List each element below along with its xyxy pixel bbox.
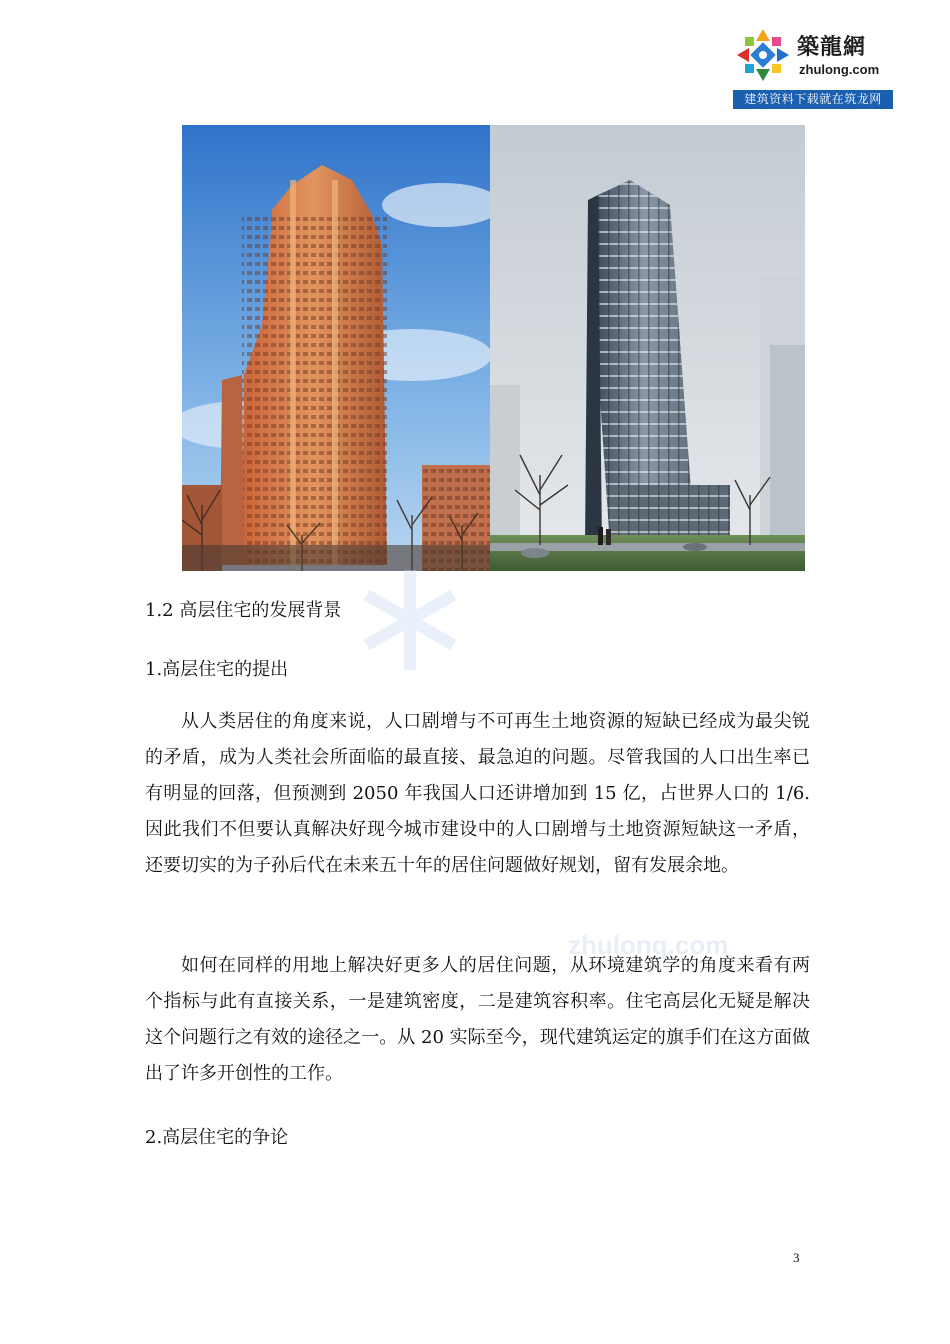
photo-residential-tower <box>182 125 490 571</box>
subheading-2: 2.高层住宅的争论 <box>145 1127 289 1148</box>
logo-url: zhulong.com <box>799 62 880 77</box>
watermark-snowflake-icon <box>355 565 465 675</box>
logo-mark <box>733 22 893 88</box>
glass-tower-image <box>490 125 805 571</box>
paragraph-2: 如何在同样的用地上解决好更多人的居住问题，从环境建筑学的角度来看有两个指标与此有直接关系，一是建筑密度，二是建筑容积率。住宅高层化无疑是解决这个问题行之有效的途径之一。从 20 实际至今，现代建筑运定的旗手们在这方面做出了许多开创性的工作。 <box>145 955 810 1084</box>
page-number: 3 <box>793 1250 800 1265</box>
snowflake-logo-icon <box>733 22 793 88</box>
subheading-1: 1.高层住宅的提出 <box>145 659 289 680</box>
paragraph-1: 从人类居住的角度来说，人口剧增与不可再生土地资源的短缺已经成为最尖锐的矛盾，成为人类社会所面临的最直接、最急迫的问题。尽管我国的人口出生率已有明显的回落，但预测到 2050 年我国人口还讲增加到 15 亿，占世界人口的 1/6. 因此我们不但要认真解决好现今城市建设中的人口剧增与土地资源短缺这一矛盾，还要切实的为子孙后代在未来五十年的居住问题做好规划，留有发展余地。 <box>145 711 810 876</box>
logo-banner: 建筑资料下载就在筑龙网 <box>733 90 893 109</box>
residential-tower-image <box>182 125 490 571</box>
watermark-text: zhulong.com <box>568 930 729 960</box>
logo-name: 築龍網 <box>797 35 867 60</box>
photo-glass-tower <box>490 125 805 571</box>
section-heading: 1.2 高层住宅的发展背景 <box>145 600 342 621</box>
zhulong-logo[interactable] <box>733 22 893 110</box>
